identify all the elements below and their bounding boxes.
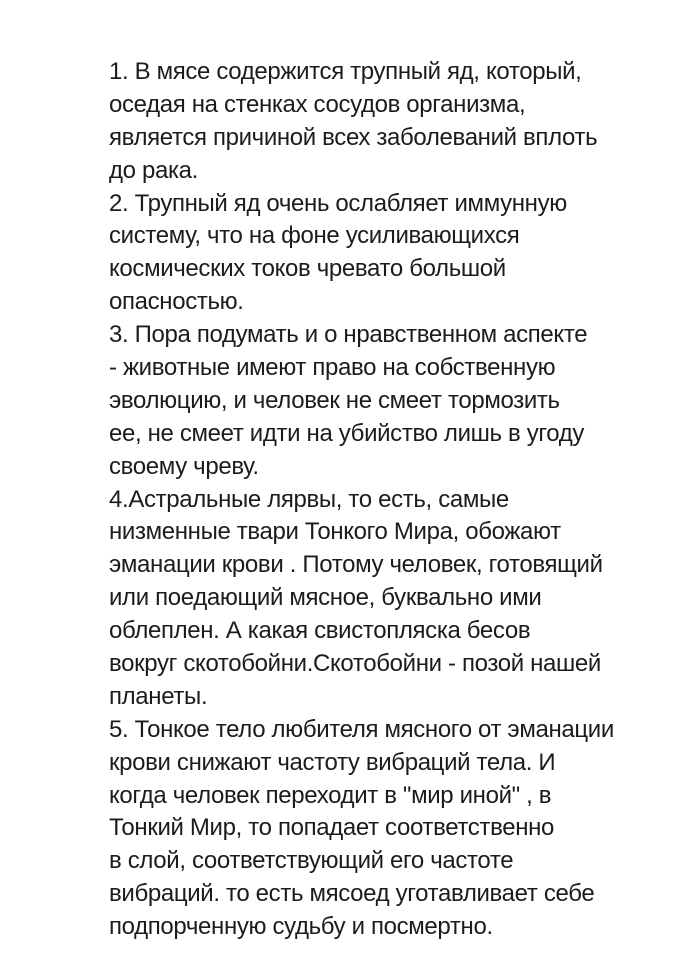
text-line-7: космических токов чревато большой	[109, 255, 506, 283]
text-line-19: вокруг скотобойни.Скотобойни - позой нашей	[109, 650, 601, 678]
text-line-12: ее, не смеет идти на убийство лишь в угоду	[109, 419, 585, 447]
text-line-3: является причиной всех заболеваний вплоть	[109, 123, 598, 151]
text-line-23: когда человек переходит в "мир иной" , в	[109, 781, 552, 809]
text-line-16: эманации крови . Потому человек, готовящий	[109, 551, 603, 579]
text-line-18: облеплен. А какая свистопляска бесов	[109, 617, 531, 645]
text-line-9: 3. Пора подумать и о нравственном аспекте	[109, 321, 588, 349]
document-text	[109, 56, 694, 944]
text-line-22: крови снижают частоту вибраций тела. И	[109, 748, 556, 776]
text-line-4: до рака.	[109, 156, 198, 184]
text-line-5: 2. Трупный яд очень ослабляет иммунную	[109, 189, 567, 217]
text-line-15: низменные твари Тонкого Мира, обожают	[109, 518, 561, 546]
text-line-6: систему, что на фоне усиливающихся	[109, 222, 520, 250]
text-line-1: 1. В мясе содержится трупный яд, который,	[109, 58, 582, 85]
text-line-17: или поедающий мясное, буквально ими	[109, 584, 542, 612]
text-line-24: Тонкий Мир, то попадает соответственно	[109, 814, 554, 842]
text-line-13: своему чреву.	[109, 452, 259, 480]
text-line-27: подпорченную судьбу и посмертно.	[109, 913, 493, 941]
text-line-20: планеты.	[109, 682, 208, 710]
text-line-2: оседая на стенках сосудов организма,	[109, 90, 526, 118]
text-line-25: в слой, соответствующий его частоте	[109, 847, 514, 875]
text-line-10: - животные имеют право на собственную	[109, 354, 556, 382]
text-line-8: опасностью.	[109, 288, 244, 316]
text-line-11: эволюцию, и человек не смеет тормозить	[109, 386, 560, 414]
text-line-21: 5. Тонкое тело любителя мясного от эманации	[109, 715, 614, 743]
text-line-26: вибраций. то есть мясоед уготавливает себе	[109, 880, 595, 908]
text-line-14: 4.Астральные лярвы, то есть, самые	[109, 485, 509, 513]
